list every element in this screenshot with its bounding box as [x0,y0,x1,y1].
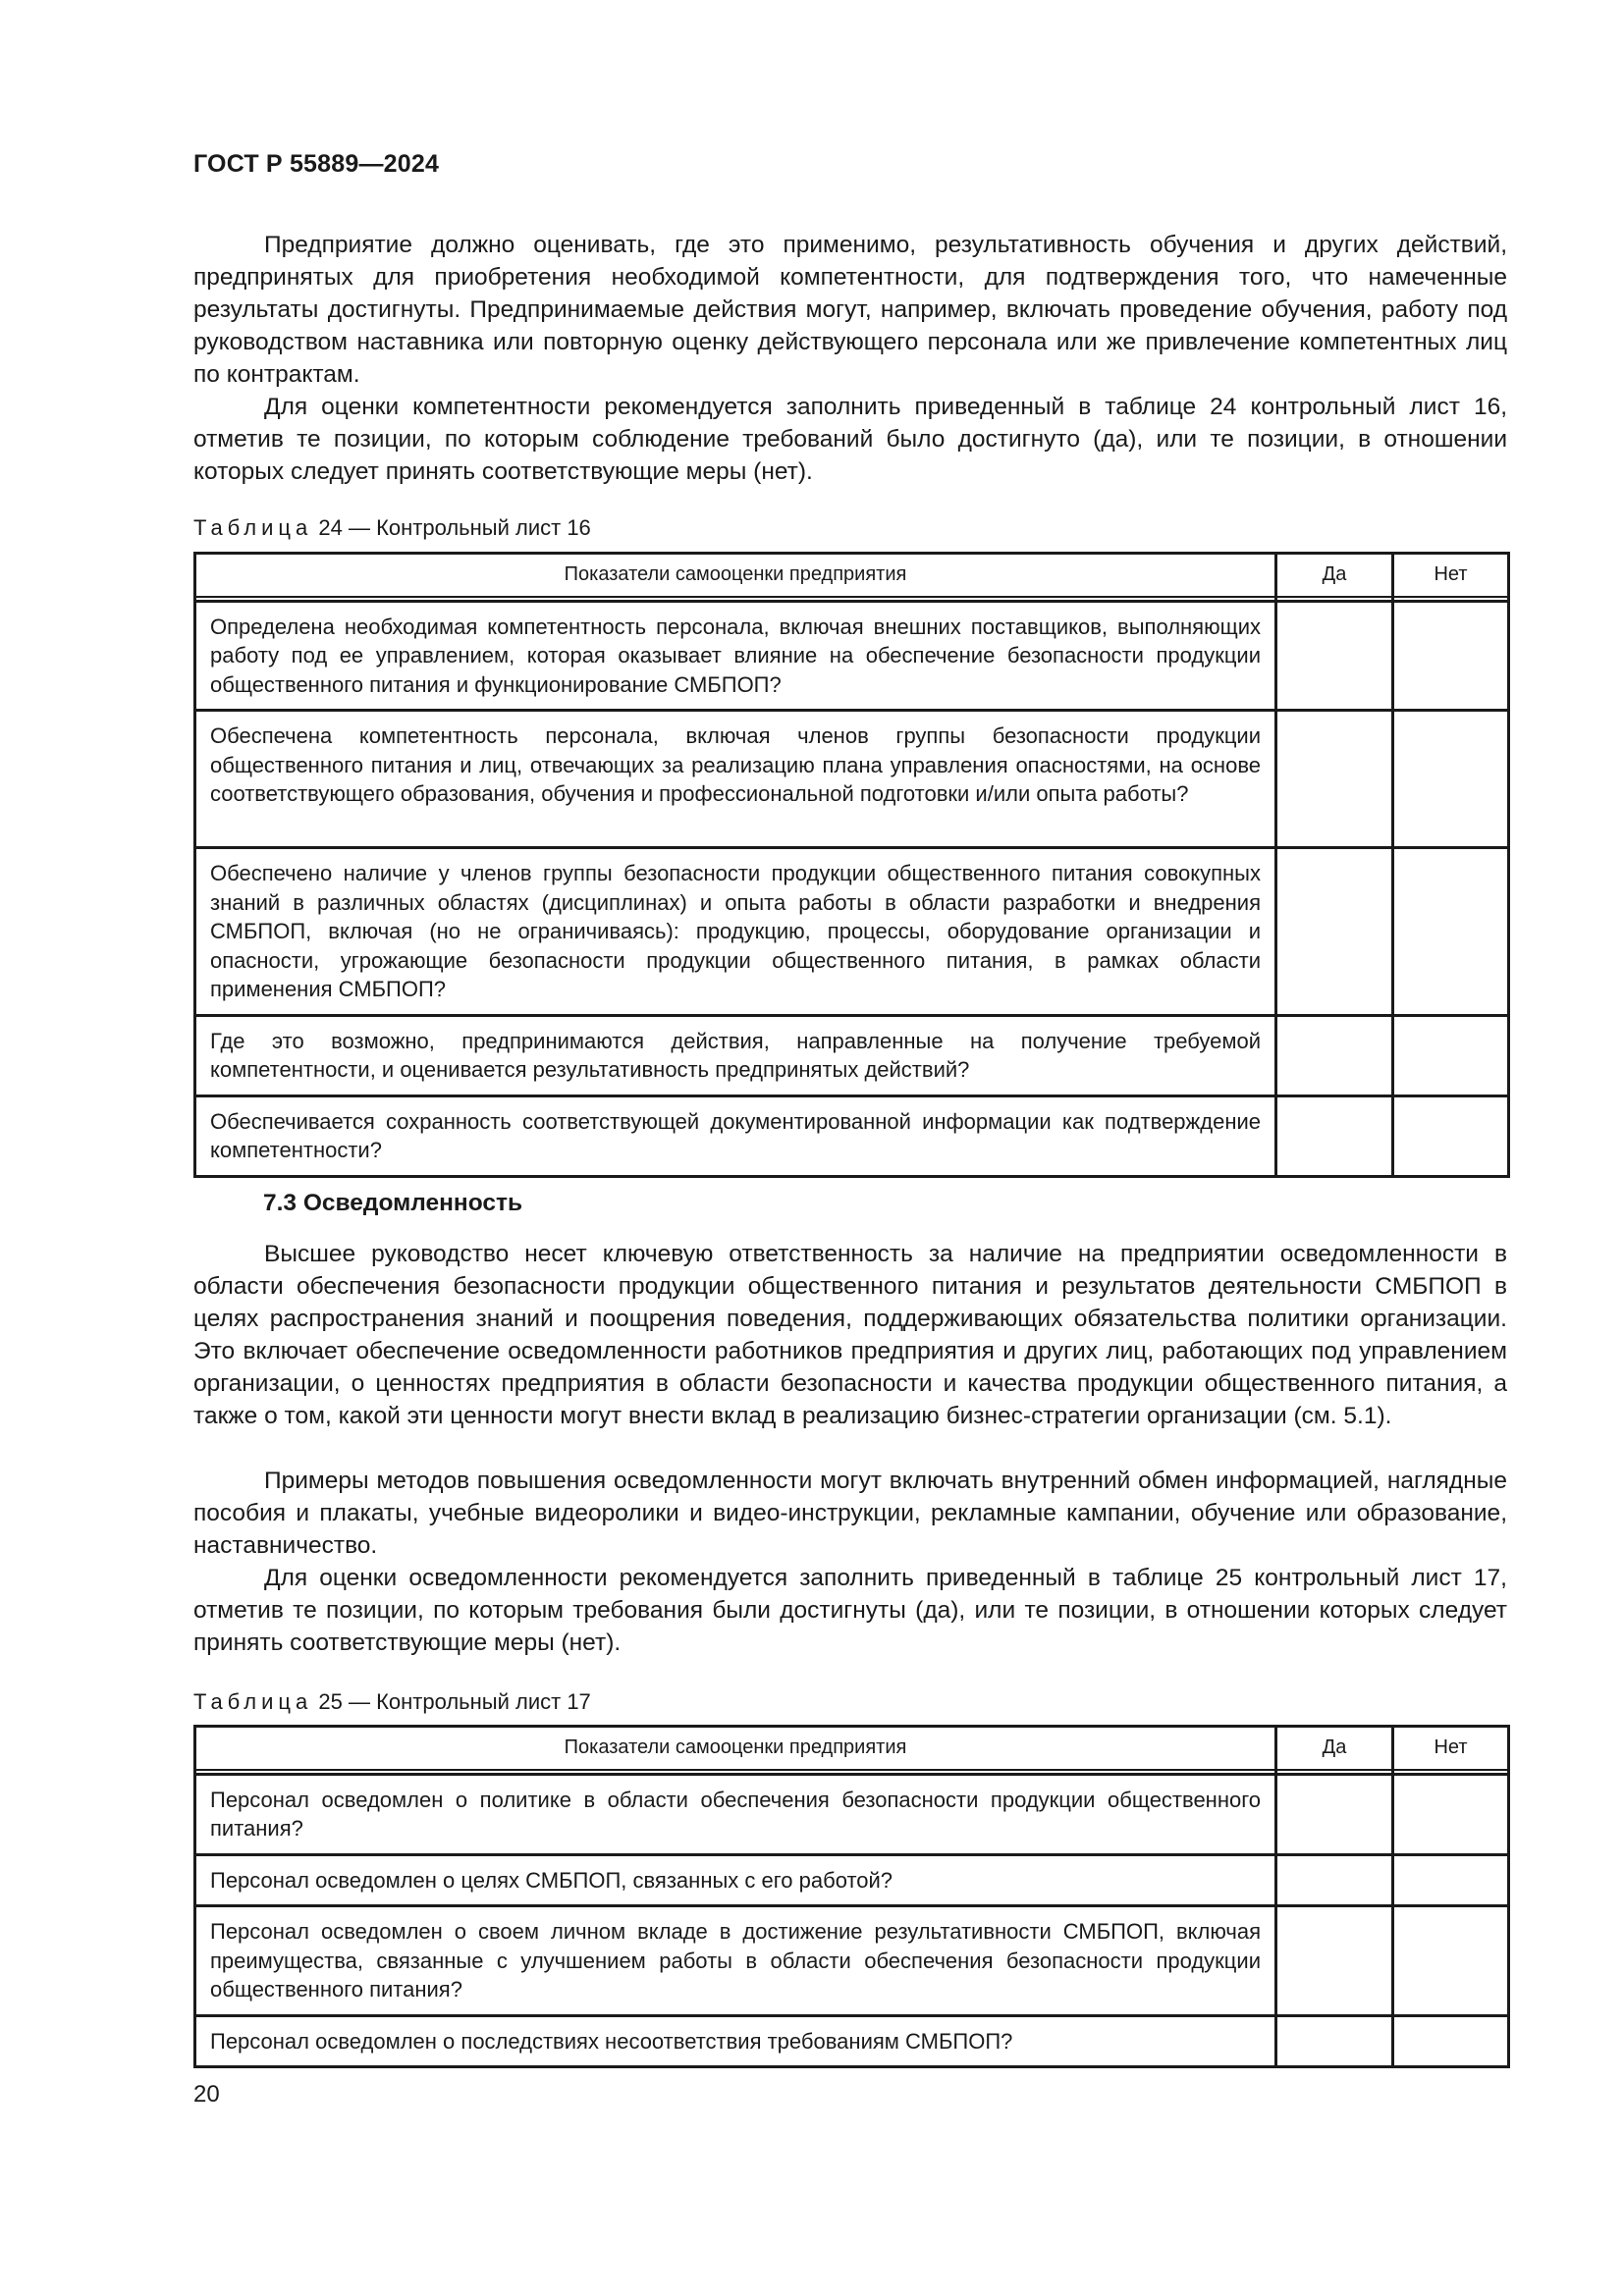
table-row [195,1906,1509,2016]
table-row [195,601,1509,711]
yes-checkbox-cell[interactable] [1276,1095,1393,1176]
table-row [195,848,1509,1016]
no-checkbox-cell[interactable] [1393,1906,1509,2016]
paragraph-competence-checklist-intro: Для оценки компетентности рекомендуется заполнить приведенный в таблице 24 контрольный лист 16, отметив те позиции, по которым соблюдение требований было достигнуто (да), или те позиции, в отношении которых следует принять соответствующие меры (нет). [193,394,1507,485]
paragraph-leadership-awareness: Высшее руководство несет ключевую ответственность за наличие на предприятии осведомленности в области обеспечения безопасности продукции общественного питания и результатов деятельности СМБПОП в целях распространения знаний и поощрения поведения, поддерживающих обязательства политики организации. Это включает обеспечение осведомленности работников предприятия и других лиц, работающих под управлением организации, о ценностях предприятия в области безопасности и качества продукции общественного питания, а также о том, какой эти ценности могут внести вклад в реализацию бизнес-стратегии организации (см. 5.1). [193,1241,1507,1429]
question-cell: Персонал осведомлен о политике в области обеспечения безопасности продукции общественного питания? [195,1774,1276,1854]
table-row [195,1854,1509,1906]
yes-checkbox-cell[interactable] [1276,711,1393,848]
yes-checkbox-cell[interactable] [1276,1774,1393,1854]
table-row [195,1095,1509,1176]
table24-caption [193,514,591,542]
yes-checkbox-cell[interactable] [1276,1015,1393,1095]
no-checkbox-cell[interactable] [1393,848,1509,1016]
no-checkbox-cell[interactable] [1393,1774,1509,1854]
no-checkbox-cell[interactable] [1393,2015,1509,2067]
yes-checkbox-cell[interactable] [1276,601,1393,711]
table24-caption-title: 24 — Контрольный лист 16 [318,515,591,540]
question-cell: Персонал осведомлен о последствиях несоответствия требованиям СМБПОП? [195,2015,1276,2067]
paragraph-awareness-methods: Примеры методов повышения осведомленности могут включать внутренний обмен информацией, наглядные пособия и плакаты, учебные видеоролики и видео-инструкции, рекламные кампании, обучение или образование, наставничество. [193,1468,1507,1559]
question-cell: Обеспечена компетентность персонала, включая членов группы безопасности продукции общественного питания и лиц, отвечающих за реализацию плана управления опасностями, на основе соответствующего образования, обучения и профессиональной подготовки и/или опыта работы? [195,711,1276,848]
document-id-header: ГОСТ Р 55889—2024 [193,150,440,178]
no-checkbox-cell[interactable] [1393,1015,1509,1095]
header-yes: Да [1276,554,1393,597]
table-row [195,1774,1509,1854]
header-no: Нет [1393,1727,1509,1770]
paragraph-awareness-checklist-intro: Для оценки осведомленности рекомендуется заполнить приведенный в таблице 25 контрольный лист 17, отметив те позиции, по которым требования были достигнуты (да), или те позиции, в отношении которых следует принять соответствующие меры (нет). [193,1565,1507,1656]
table-row [195,1015,1509,1095]
question-cell: Определена необходимая компетентность персонала, включая внешних поставщиков, выполняющих работу под ее управлением, которая оказывает влияние на обеспечение безопасности продукции общественного питания и функционирование СМБПОП? [195,601,1276,711]
question-cell: Обеспечивается сохранность соответствующей документированной информации как подтверждение компетентности? [195,1095,1276,1176]
question-cell: Персонал осведомлен о целях СМБПОП, связанных с его работой? [195,1854,1276,1906]
table25-caption [193,1688,591,1716]
table24-caption-word: Таблица [193,515,313,540]
yes-checkbox-cell[interactable] [1276,1906,1393,2016]
paragraph-training-effectiveness: Предприятие должно оценивать, где это применимо, результативность обучения и других действий, предпринятых для приобретения необходимой компетентности, для подтверждения того, что намеченные результаты достигнуты. Предпринимаемые действия могут, например, включать проведение обучения, работу под руководством наставника или повторную оценку действующего персонала или же привлечение компетентных лиц по контрактам. [193,232,1507,388]
table-header-row [195,554,1509,597]
yes-checkbox-cell[interactable] [1276,2015,1393,2067]
header-no: Нет [1393,554,1509,597]
question-cell: Где это возможно, предпринимаются действия, направленные на получение требуемой компетентности, и оценивается результативность предпринятых действий? [195,1015,1276,1095]
header-indicators: Показатели самооценки предприятия [195,1727,1276,1770]
table-row [195,711,1509,848]
header-indicators: Показатели самооценки предприятия [195,554,1276,597]
table-header-row [195,1727,1509,1770]
checklist-table-25 [193,1725,1510,2068]
table25-caption-title: 25 — Контрольный лист 17 [318,1689,591,1714]
section-heading-awareness: 7.3 Осведомленность [263,1190,523,1216]
no-checkbox-cell[interactable] [1393,711,1509,848]
table25-caption-word: Таблица [193,1689,313,1714]
question-cell: Персонал осведомлен о своем личном вкладе в достижение результативности СМБПОП, включая преимущества, связанные с улучшением работы в области обеспечения безопасности продукции общественного питания? [195,1906,1276,2016]
no-checkbox-cell[interactable] [1393,601,1509,711]
header-yes: Да [1276,1727,1393,1770]
checklist-table-24 [193,552,1510,1178]
no-checkbox-cell[interactable] [1393,1854,1509,1906]
yes-checkbox-cell[interactable] [1276,1854,1393,1906]
yes-checkbox-cell[interactable] [1276,848,1393,1016]
no-checkbox-cell[interactable] [1393,1095,1509,1176]
table-row [195,2015,1509,2067]
page-number: 20 [193,2081,220,2108]
question-cell: Обеспечено наличие у членов группы безопасности продукции общественного питания совокупных знаний в различных областях (дисциплинах) и опыта работы в области разработки и внедрения СМБПОП, включая (но не ограничиваясь): продукцию, процессы, оборудование организации и опасности, угрожающие безопасности продукции общественного питания, в рамках области применения СМБПОП? [195,848,1276,1016]
